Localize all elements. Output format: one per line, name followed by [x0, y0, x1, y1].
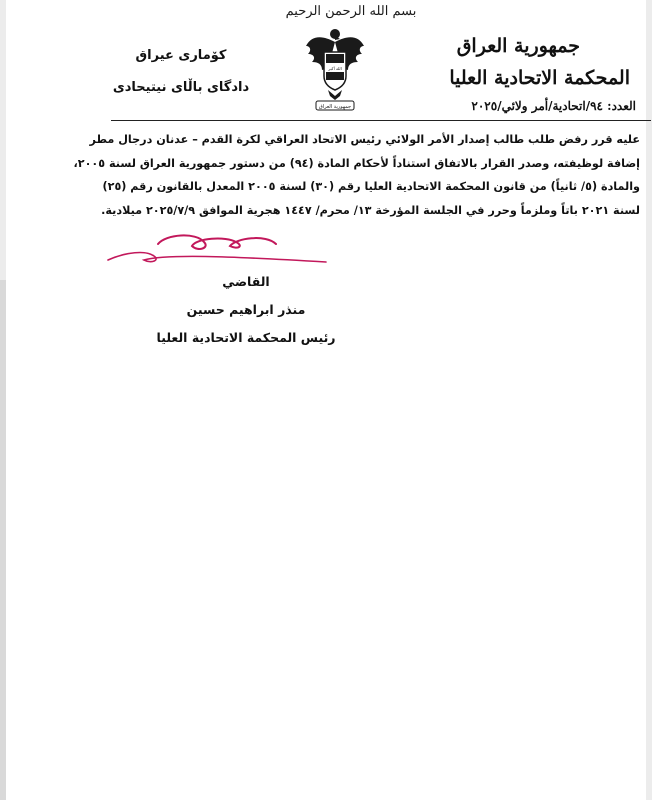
emblem-caption: جمهورية العراق [318, 104, 352, 110]
decision-text [6, 128, 640, 222]
signatory-name: منذر ابراهيم حسين [186, 302, 306, 317]
header-kurdish [106, 40, 256, 104]
court-name: المحكمة الاتحادية العليا [449, 67, 630, 89]
emblem-motto: الله أكبر [328, 66, 342, 71]
country-name: جمهورية العراق [456, 35, 580, 57]
decision-line: إضافة لوظيفته، وصدر القرار بالاتفاق استناداً لأحكام المادة (٩٤) من دستور جمهورية العراق لسنة ٢٠٠٥، [73, 156, 640, 170]
signatory-position: رئيس المحكمة الاتحادية العليا [156, 330, 336, 345]
decision-line: لسنة ٢٠٢١ باتاً وملزماً وحرر في الجلسة المؤرخة ١٣/ محرم/ ١٤٤٧ هجرية الموافق ٢٠٢٥/٧/٩ ميلادية. [101, 203, 640, 217]
kurdish-country-name: كۆماری عیراق [135, 48, 227, 63]
signatory-title: القاضي [222, 274, 270, 289]
decision-line: عليه قرر رفض طلب طالب إصدار الأمر الولائي رئيس الاتحاد العراقي لكرة القدم – عدنان درجال مطر [89, 133, 640, 146]
header-divider [111, 120, 651, 121]
document-page [6, 0, 646, 800]
signatory-block [146, 268, 346, 352]
iraq-eagle-emblem-icon [304, 24, 366, 112]
reference-number: العدد: ٩٤/اتحادية/أمر ولائي/٢٠٢٥ [471, 99, 636, 113]
handwritten-signature [106, 230, 336, 272]
header-arabic [396, 30, 636, 116]
basmala: بسم الله الرحمن الرحيم [285, 4, 417, 19]
decision-line: والمادة (٥/ ثانياً) من قانون المحكمة الاتحادية العليا رقم (٣٠) لسنة ٢٠٠٥ المعدل بالقانون رقم (٢٥) [102, 180, 640, 193]
kurdish-court-name: دادگای باڵای نیتیحادی [112, 80, 250, 95]
